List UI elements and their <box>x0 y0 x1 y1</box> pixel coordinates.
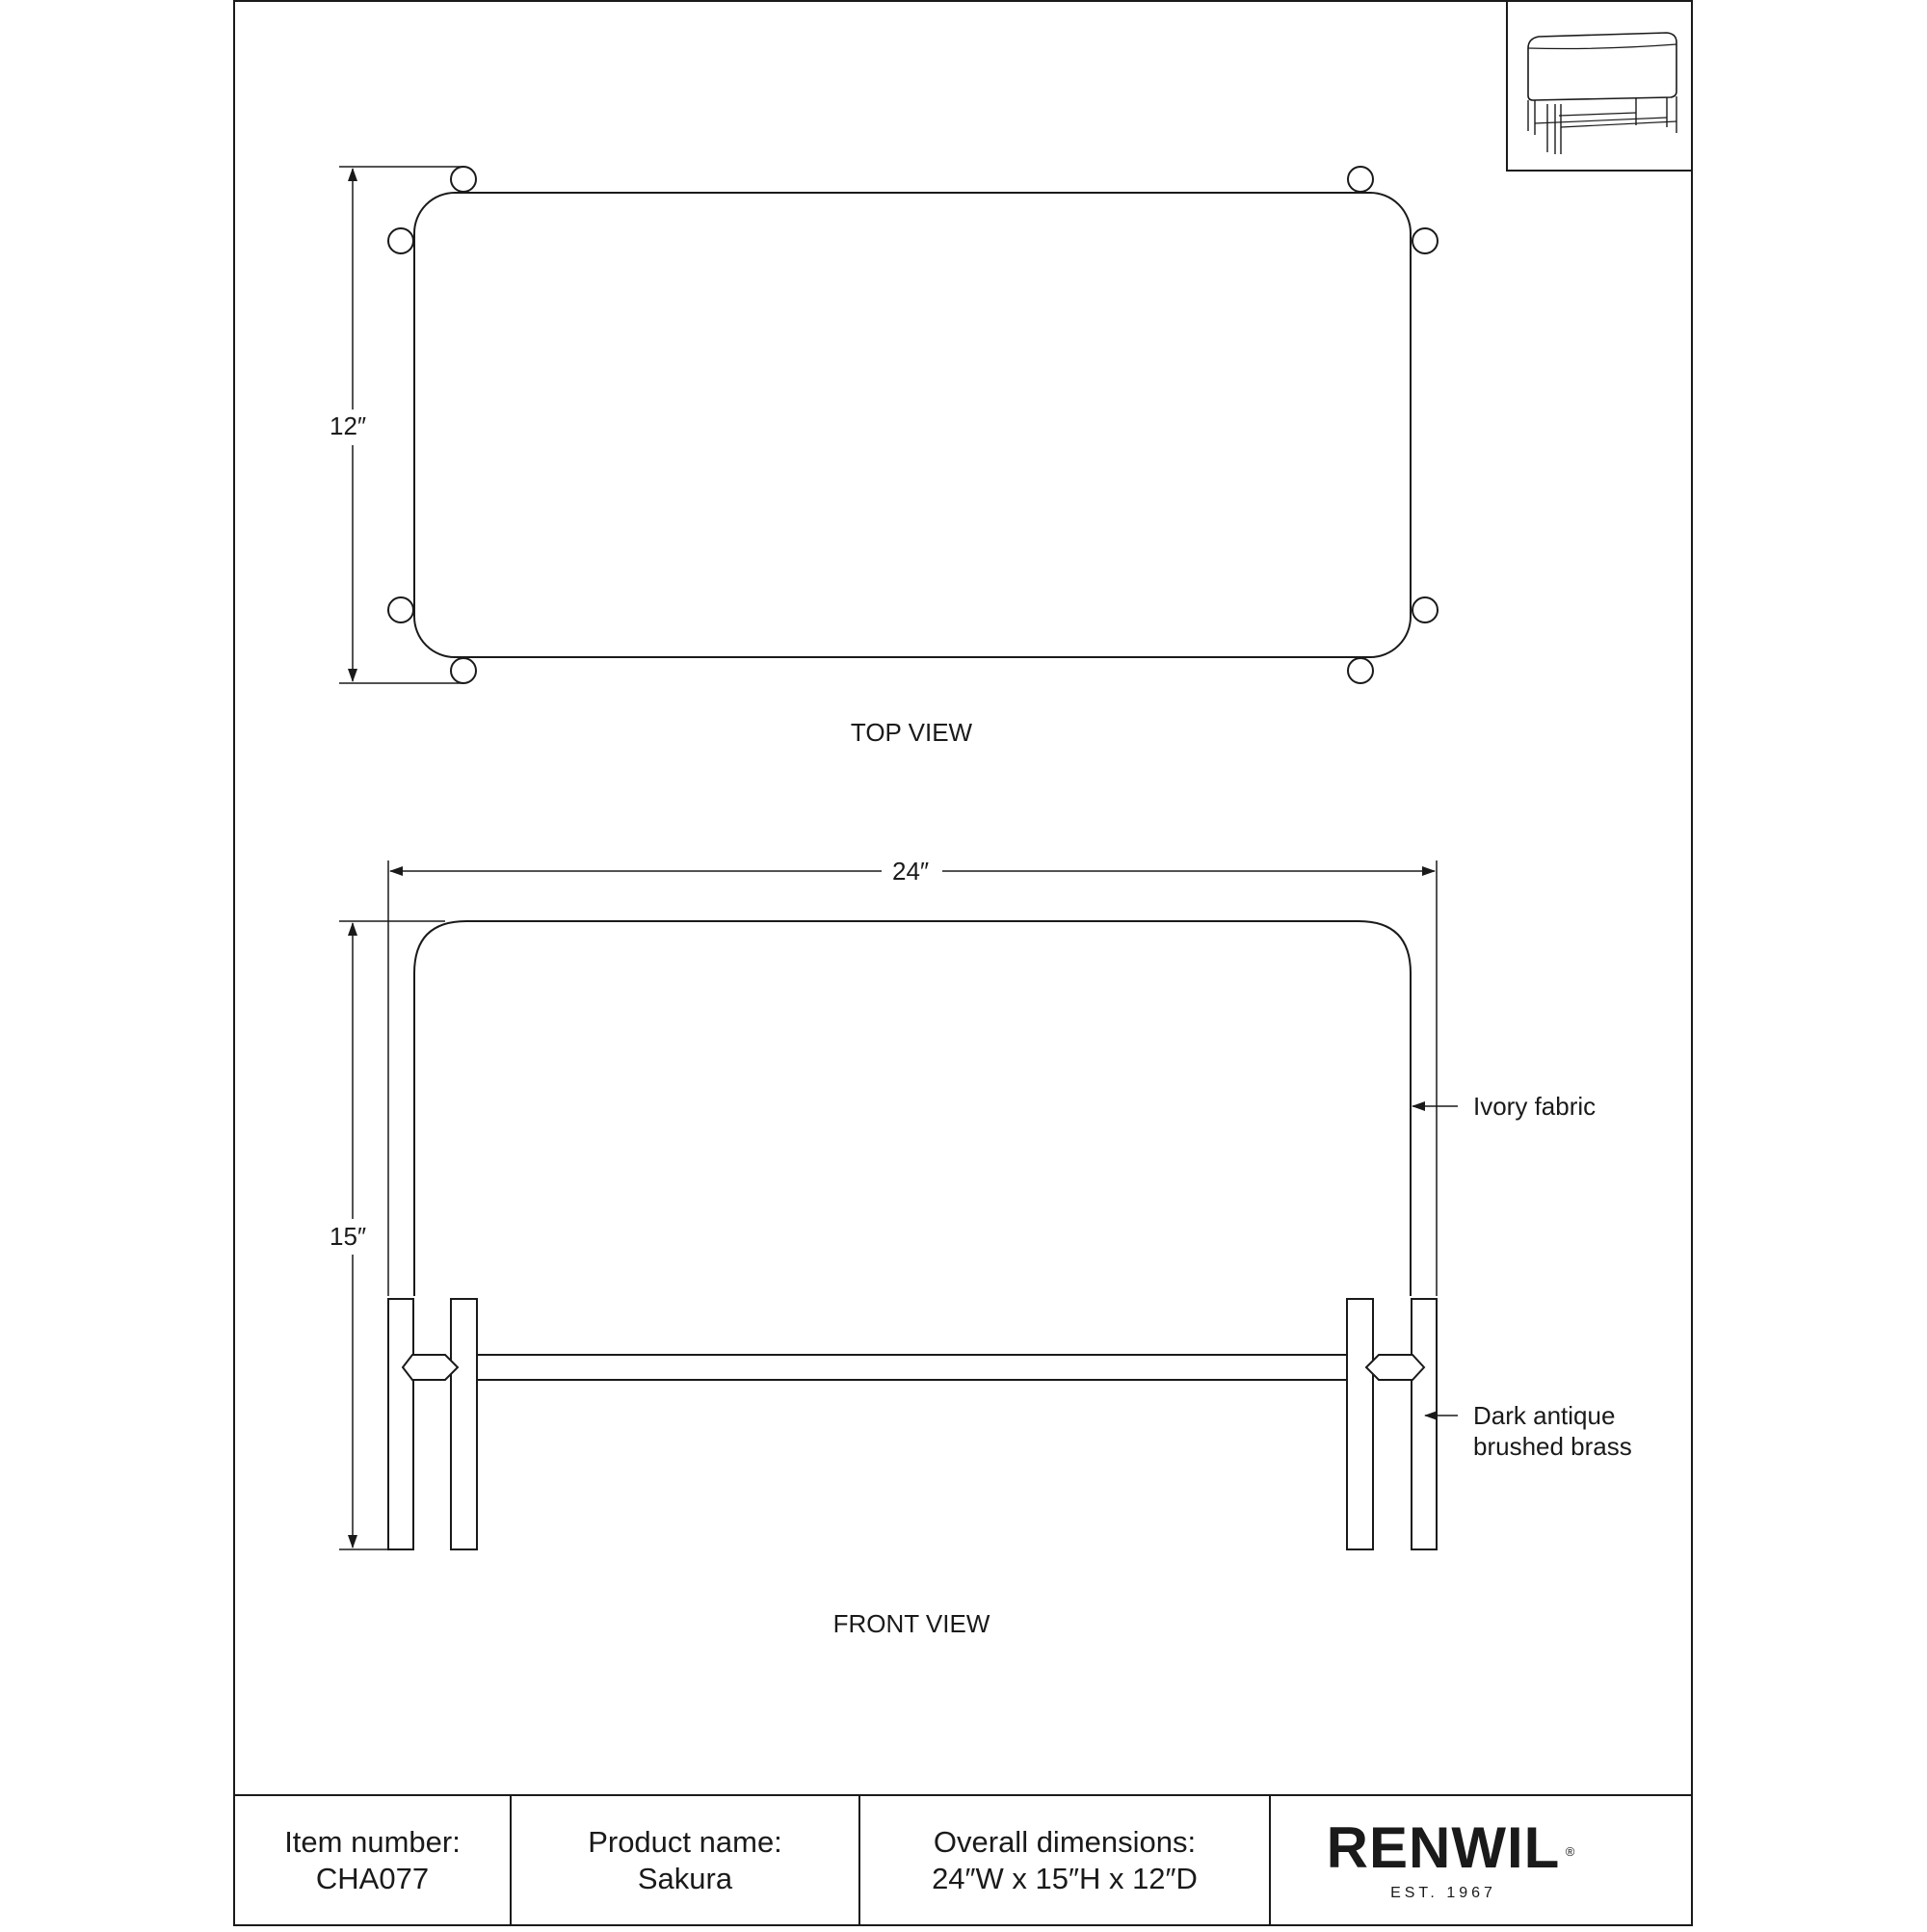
top-view-title: TOP VIEW <box>850 718 973 747</box>
top-view-leg-circles <box>388 167 1438 683</box>
brand-logo <box>1270 1795 1617 1925</box>
overall-dimensions-cell <box>859 1795 1270 1925</box>
front-view-legs <box>388 1299 1437 1549</box>
front-view-title: FRONT VIEW <box>832 1609 990 1638</box>
overall-dimensions-label: Overall dimensions: <box>933 1824 1197 1859</box>
brass-callout-line2: brushed brass <box>1473 1432 1632 1461</box>
product-name-label: Product name: <box>588 1824 782 1859</box>
height-dimension-label: 15″ <box>324 1222 372 1252</box>
depth-dimension-label: 12″ <box>324 411 372 441</box>
brass-callout-line1: Dark antique <box>1473 1401 1616 1430</box>
fabric-callout: Ivory fabric <box>1473 1092 1597 1121</box>
item-number-label: Item number: <box>284 1824 461 1859</box>
width-dimension-label: 24″ <box>886 857 935 887</box>
front-view-cushion <box>414 921 1411 1296</box>
item-number-value: CHA077 <box>315 1861 430 1895</box>
overall-dimensions-value: 24″W x 15″H x 12″D <box>932 1861 1198 1895</box>
brand-name: RENWIL <box>1326 1814 1561 1880</box>
item-number-cell <box>234 1795 511 1925</box>
thumbnail-perspective <box>1507 1 1692 171</box>
brand-established: EST. 1967 <box>1390 1884 1496 1901</box>
registered-mark: ® <box>1565 1843 1576 1859</box>
product-name-value: Sakura <box>637 1861 733 1895</box>
top-view-outline <box>414 193 1411 657</box>
width-dimension <box>388 860 1437 1296</box>
product-name-cell <box>511 1795 859 1925</box>
